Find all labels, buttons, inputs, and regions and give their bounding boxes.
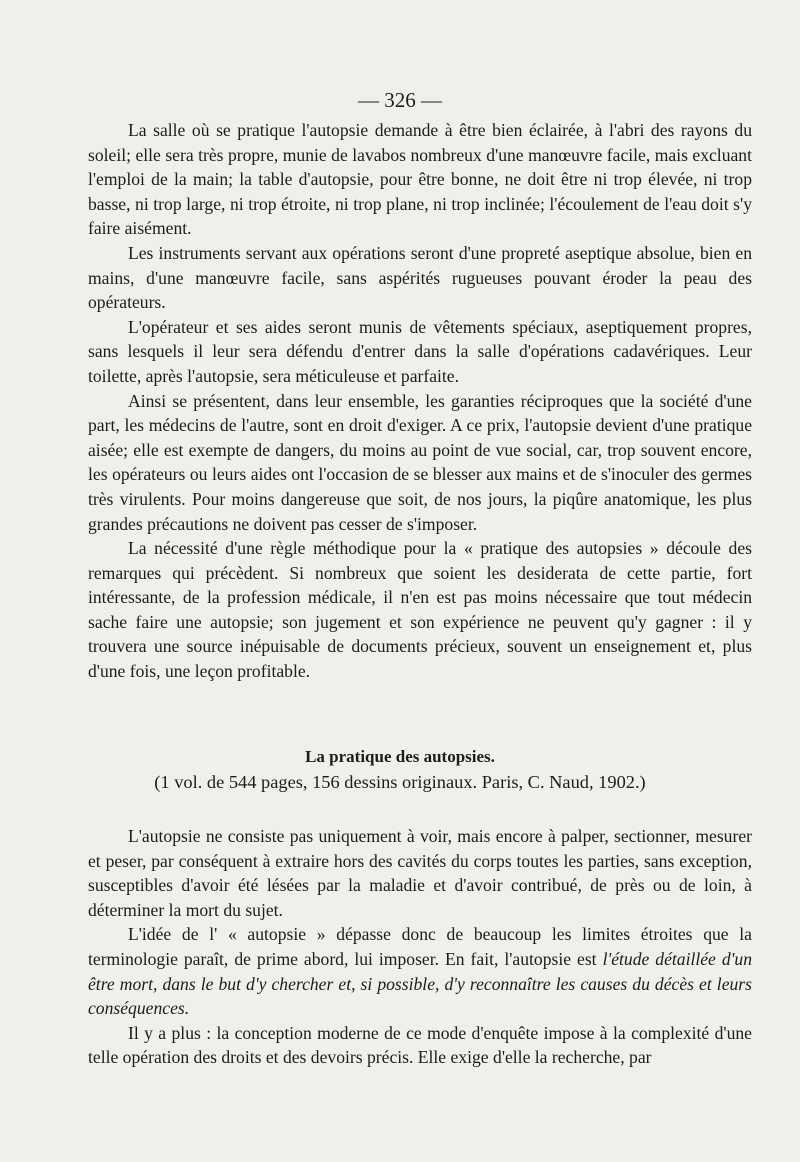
paragraph-idea-text: L'idée de l' « autopsie » dépasse donc de beaucoup les limites étroites que la terminologie paraît, de prime abord, lui imposer. En fait, l'autopsie est (88, 924, 752, 969)
section-heading: La pratique des autopsies. (305, 747, 495, 766)
paragraph-instruments: Les instruments servant aux opérations seront d'une propreté aseptique absolue, bien en mains, d'une manœuvre facile, sans aspérités rugueuses pouvant éroder la peau des opérateurs. (88, 242, 752, 313)
paragraph-autopsy-definition: L'autopsie ne consiste pas uniquement à voir, mais encore à palper, sectionner, mesurer et peser, par conséquent à extraire hors des cavités du corps toutes les parties, sans exception, susceptibles d'avoir été lésées par la maladie et d'avoir contribué, de près ou de loin, à déterminer la mort du sujet. (88, 826, 752, 920)
book-citation: (1 vol. de 544 pages, 156 dessins originaux. Paris, C. Naud, 1902.) (154, 772, 646, 792)
paragraph-methodical-rule: La nécessité d'une règle méthodique pour la « pratique des autopsies » découle des remarques qui précèdent. Si nombreux que soient les desiderata de cette partie, fort intéressante, de la profession médicale, il n'en est pas moins nécessaire que tout médecin sache faire une autopsie; son jugement et son expérience ne peuvent qu'y gagner : il y trouvera une source inépuisable de documents précieux, souvent un enseignement et, plus d'une fois, une leçon profitable. (88, 538, 752, 682)
paragraph-autopsy-room: La salle où se pratique l'autopsie demande à être bien éclairée, à l'abri des rayons du soleil; elle sera très propre, munie de lavabos nombreux d'une manœuvre facile, mais excluant l'emploi de la main; la table d'autopsie, pour être bonne, ne doit être ni trop élevée, ni trop basse, ni trop large, ni trop étroite, ni trop plane, ni trop inclinée; l'écoulement de l'eau doit s'y faire aisément. (88, 120, 752, 239)
paragraph-guarantees: Ainsi se présentent, dans leur ensemble, les garanties réciproques que la société d'une part, les médecins de l'autre, sont en droit d'exiger. A ce prix, l'autopsie devient d'une pratique aisée; elle est exempte de dangers, du moins au point de vue social, car, trop souvent encore, les opérateurs ou leurs aides ont l'occasion de se blesser aux mains et de s'inoculer des germes très virulents. Pour moins dangereuse que soit, de nos jours, la piqûre anatomique, les plus grandes précautions ne doivent pas cesser de s'imposer. (88, 390, 752, 534)
paragraph-operator-clothing: L'opérateur et ses aides seront munis de vêtements spéciaux, aseptiquement propres, sans lesquels il leur sera défendu d'entrer dans la salle d'opérations cadavériques. Leur toilette, après l'autopsie, sera méticuleuse et parfaite. (88, 316, 752, 386)
page-number: — 326 — (358, 88, 442, 112)
paragraph-idea-of-autopsy (88, 922, 752, 1020)
top-text-block (88, 118, 752, 684)
italic-definition: l'étude détaillée d'un être mort, dans le but d'y chercher et, si possible, d'y reconnaître les causes du décès et leurs conséquences. (88, 948, 753, 1019)
bottom-text-block (88, 824, 752, 1070)
paragraph-modern-conception: Il y a plus : la conception moderne de ce mode d'enquête impose à la complexité d'une telle opération des droits et des devoirs précis. Elle exige d'elle la recherche, par (88, 1022, 752, 1068)
